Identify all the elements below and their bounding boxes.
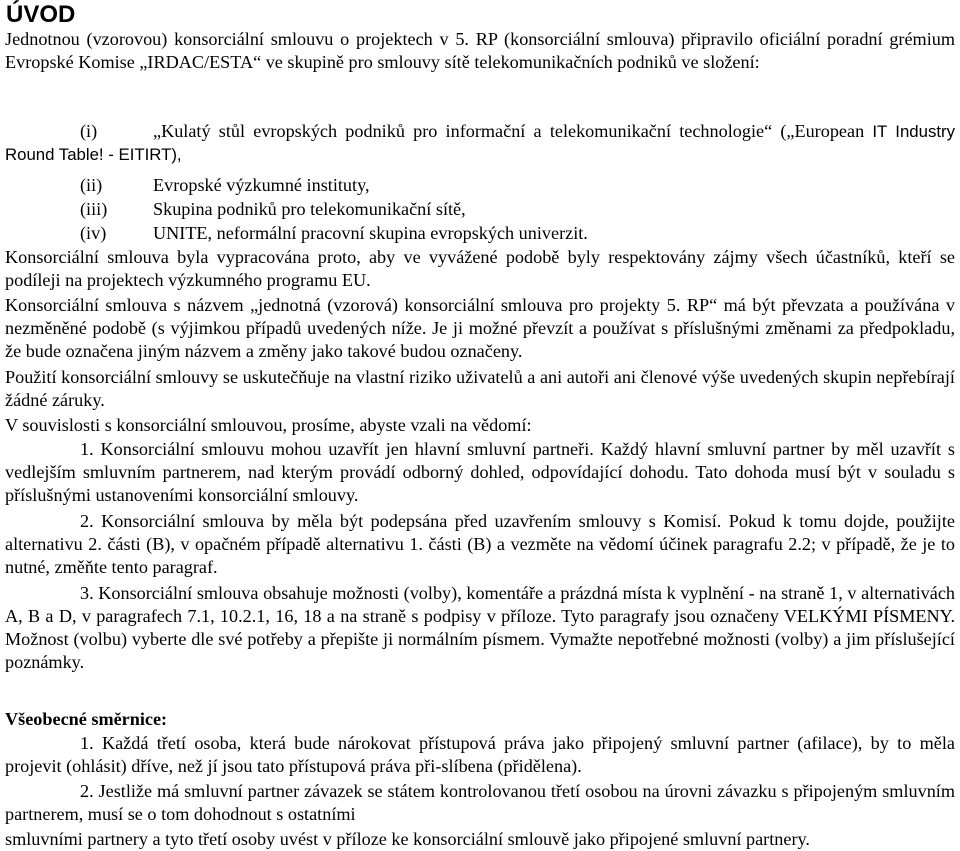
guideline-item-2-continuation: smluvními partnery a tyto třetí osoby uvést v příloze ke konsorciální smlouvě jako připojené smluvní partnery. bbox=[5, 829, 810, 849]
list-item-i-text bbox=[5, 120, 955, 166]
list-label-iii: (iii) bbox=[80, 199, 108, 219]
paragraph-notice: V souvislosti s konsorciální smlouvou, prosíme, abyste vzali na vědomí: bbox=[5, 415, 532, 435]
paragraph-risk: Použití konsorciální smlouvy se uskutečňuje na vlastní riziko uživatelů a ani autoři ani členové výše uvedených skupin nepřebírají žádné záruky. bbox=[5, 367, 955, 410]
list-text-ii: Evropské výzkumné instituty, bbox=[153, 175, 370, 195]
general-guidelines-heading: Všeobecné směrnice: bbox=[5, 709, 168, 729]
intro-paragraph: Jednotnou (vzorovou) konsorciální smlouvu o projektech v 5. RP (konsorciální smlouva) připravilo oficiální poradní grémium Evropské Komise „IRDAC/ESTA“ ve skupině pro smlouvy sítě telekomunikačních podniků ve složení: bbox=[5, 29, 955, 72]
list-item-i-text-b: IT Industry Round Table! - EITIRT), bbox=[5, 122, 955, 164]
page-title: ÚVOD bbox=[6, 1, 76, 28]
numbered-item-3: 3. Konsorciální smlouva obsahuje možnosti (volby), komentáře a prázdná místa k vyplnění - na straně 1, v alternativách A, B a D, v paragrafech 7.1, 10.2.1, 16, 18 a na straně s podpisy v příloze. Tyto paragrafy jsou označeny VELKÝMI PÍSMENY. Možnost (volbu) vyberte dle své potřeby a přepište ji normálním písmem. Vymažte nepotřebné možnosti (volby) a jim příslušející poznámky. bbox=[5, 583, 955, 672]
list-text-iii: Skupina podniků pro telekomunikační sítě, bbox=[153, 199, 466, 219]
guideline-item-2: 2. Jestliže má smluvní partner závazek se státem kontrolovanou třetí osobou na úrovni závazku s připojeným smluvním partnerem, musí se o tom dohodnout s ostatními bbox=[5, 781, 955, 824]
paragraph-name: Konsorciální smlouva s názvem „jednotná (vzorová) konsorciální smlouva pro projekty 5. RP“ má být převzata a používána v nezměněné podobě (s výjimkou případů uvedených níže. Je ji možné převzít a používat s příslušnými změnami za předpokladu, že bude označena jiným názvem a změny jako takové budou označeny. bbox=[5, 295, 955, 361]
list-label-iv: (iv) bbox=[80, 223, 107, 243]
list-item-i-text-a: „Kulatý stůl evropských podniků pro informační a telekomunikační technologie“ („European bbox=[153, 121, 865, 141]
list-label-i: (i) bbox=[80, 121, 98, 141]
guideline-item-1: 1. Každá třetí osoba, která bude nárokovat přístupová práva jako připojený smluvní partner (afilace), by to měla projevit (ohlásit) dříve, než jí jsou tato přístupová práva při-slíbena (přidělena). bbox=[5, 733, 955, 776]
paragraph-interests: Konsorciální smlouva byla vypracována proto, aby ve vyvážené podobě byly respektovány zájmy všech účastníků, kteří se podíleji na projektech výzkumného programu EU. bbox=[5, 247, 955, 290]
list-text-iv: UNITE, neformální pracovní skupina evropských univerzit. bbox=[153, 223, 588, 243]
list-label-ii: (ii) bbox=[80, 175, 103, 195]
numbered-item-2: 2. Konsorciální smlouva by měla být podepsána před uzavřením smlouvy s Komisí. Pokud k tomu dojde, použijte alternativu 2. části (B), v opačném případě alternativu 1. části (B) a vezměte na vědomí účinek paragrafu 2.2; v případě, že je to nutné, změňte tento paragraf. bbox=[5, 511, 955, 577]
numbered-item-1: 1. Konsorciální smlouvu mohou uzavřít jen hlavní smluvní partneři. Každý hlavní smluvní partner by měl uzavřít s vedlejším smluvním partnerem, nad kterým provádí odborný dohled, odpovídající dohodu. Tato dohoda musí být v souladu s příslušnými ustanoveními konsorciální smlouvy. bbox=[5, 439, 955, 505]
